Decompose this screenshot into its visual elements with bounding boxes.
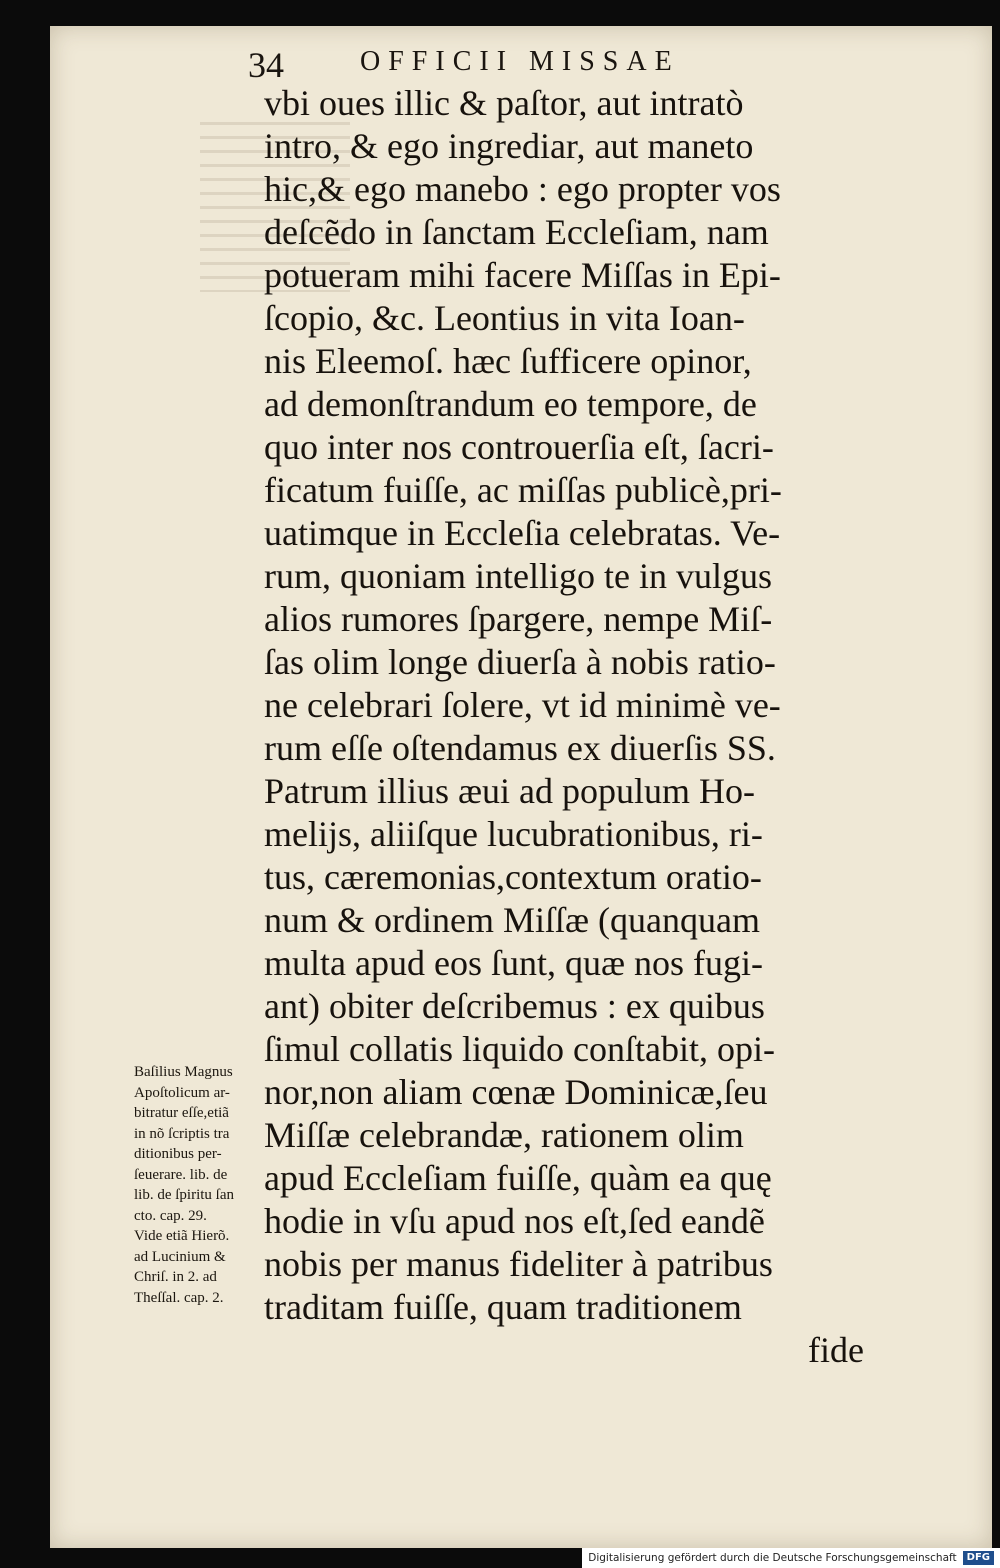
text-line: deſcẽdo in ſanctam Eccleſiam, nam	[264, 212, 769, 252]
marginal-note-line: ditionibus per-	[134, 1146, 222, 1162]
text-line: Miſſæ celebrandæ, rationem olim	[264, 1115, 744, 1155]
marginal-note	[134, 1062, 290, 1308]
credit-text: Digitalisierung gefördert durch die Deutsche Forschungsgemeinschaft	[588, 1552, 957, 1564]
text-line: nor,non aliam cœnæ Dominicæ,ſeu	[264, 1072, 768, 1112]
text-line: melijs, aliiſque lucubrationibus, ri-	[264, 814, 763, 854]
text-line: nis Eleemoſ. hæc ſufficere opinor,	[264, 341, 752, 381]
text-line: potueram mihi facere Miſſas in Epi-	[264, 255, 781, 295]
text-line: ad demonſtrandum eo tempore, de	[264, 384, 757, 424]
marginal-note-line: bitratur eſſe,etiã	[134, 1105, 229, 1121]
running-title: OFFICII MISSAE	[360, 46, 680, 77]
dfg-logo: DFG	[963, 1551, 994, 1565]
text-line: ſas olim longe diuerſa à nobis ratio-	[264, 642, 776, 682]
text-line: num & ordinem Miſſæ (quanquam	[264, 900, 760, 940]
marginal-note-line: Baſilius Magnus	[134, 1064, 233, 1080]
text-line: hodie in vſu apud nos eſt,ſed eandẽ	[264, 1201, 765, 1241]
text-line: ne celebrari ſolere, vt id minimè ve-	[264, 685, 781, 725]
marginal-note-line: Theſſal. cap. 2.	[134, 1289, 224, 1306]
catchword: fide	[808, 1330, 864, 1370]
marginal-note-line: cto. cap. 29.	[134, 1207, 207, 1224]
text-line: tus, cæremonias,contextum oratio-	[264, 857, 762, 897]
text-line: ſimul collatis liquido conſtabit, opi-	[264, 1029, 775, 1069]
page-number: 34	[248, 45, 284, 85]
marginal-note-line: ad Lucinium &	[134, 1248, 226, 1265]
text-line: rum, quoniam intelligo te in vulgus	[264, 556, 772, 596]
text-line: vbi oues illic & paſtor, aut intratò	[264, 83, 744, 123]
marginal-note-line: in nõ ſcriptis tra	[134, 1125, 230, 1142]
text-line: uatimque in Eccleſia celebratas. Ve-	[264, 513, 781, 553]
text-line: ſcopio, &c. Leontius in vita Ioan-	[264, 298, 745, 338]
text-line: nobis per manus fideliter à patribus	[264, 1244, 773, 1284]
text-line: ant) obiter deſcribemus : ex quibus	[264, 986, 765, 1026]
text-line: quo inter nos controuerſia eſt, ſacri-	[264, 427, 774, 467]
marginal-note-line: Vide etiã Hierõ.	[134, 1228, 230, 1244]
text-line: Patrum illius æui ad populum Ho-	[264, 771, 755, 811]
text-line: hic,& ego manebo : ego propter vos	[264, 169, 781, 209]
digitization-credit	[582, 1548, 1000, 1568]
text-line: apud Eccleſiam fuiſſe, quàm ea quę	[264, 1158, 772, 1198]
text-line: ficatum fuiſſe, ac miſſas publicè,pri-	[264, 470, 782, 510]
marginal-note-line: ſeuerare. lib. de	[134, 1166, 228, 1183]
marginal-note-line: Apoſtolicum ar-	[134, 1084, 230, 1101]
text-line: alios rumores ſpargere, nempe Miſ-	[264, 599, 773, 639]
marginal-note-line: Chriſ. in 2. ad	[134, 1269, 217, 1285]
text-line: multa apud eos ſunt, quæ nos fugi-	[264, 943, 763, 983]
text-line: intro, & ego ingrediar, aut maneto	[264, 126, 754, 166]
text-line: rum eſſe oſtendamus ex diuerſis SS.	[264, 728, 776, 768]
main-text-block	[264, 82, 864, 1372]
marginal-note-line: lib. de ſpiritu ſan	[134, 1187, 234, 1203]
text-line: traditam fuiſſe, quam traditionem	[264, 1287, 742, 1327]
